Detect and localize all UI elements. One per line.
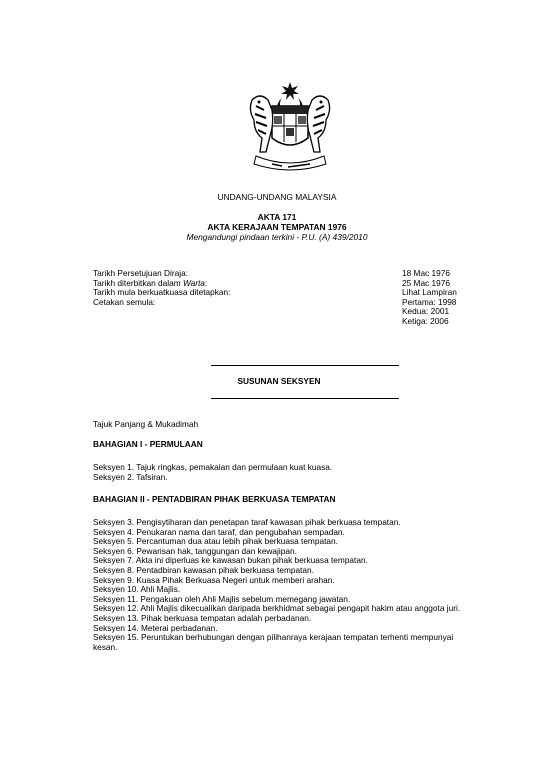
- section-item[interactable]: Seksyen 1. Tajuk ringkas, pemakaian dan permulaan kuat kuasa.: [93, 462, 333, 472]
- contents-heading: SUSUNAN SEKSYEN: [237, 376, 321, 386]
- bottom-divider: [211, 398, 399, 399]
- details-values: [402, 269, 457, 327]
- part2-section-list: [93, 518, 460, 652]
- section-item[interactable]: Seksyen 11. Pengakuan oleh Ahli Majlis sebelum memegang jawatan.: [93, 593, 351, 604]
- section-item-continuation[interactable]: kesan.: [93, 641, 118, 652]
- act-number: AKTA 171: [257, 212, 297, 222]
- gazette-date-label-text: Tarikh diterbitkan dalam: [93, 277, 183, 288]
- part1-heading: BAHAGIAN I - PERMULAAN: [93, 439, 203, 449]
- commencement-value: Lihat Lampiran: [402, 287, 457, 298]
- section-item[interactable]: Seksyen 14. Meterai perbadanan.: [93, 622, 218, 633]
- section-item[interactable]: Seksyen 13. Pihak berkuasa tempatan adalah perbadanan.: [93, 612, 312, 623]
- part1-section-list: [93, 463, 332, 482]
- section-item[interactable]: Seksyen 8. Pentadbiran kawasan pihak berkuasa tempatan.: [93, 564, 314, 575]
- top-divider: [211, 365, 399, 366]
- section-item[interactable]: Seksyen 5. Percantuman dua atau lebih pihak berkuasa tempatan.: [93, 536, 338, 547]
- malaysia-coat-of-arms-icon: [242, 80, 338, 174]
- warta-word: Warta: [182, 277, 205, 288]
- long-title-link[interactable]: Tajuk Panjang & Mukadimah: [93, 419, 199, 429]
- part2-heading: BAHAGIAN II - PENTADBIRAN PIHAK BERKUASA TEMPATAN: [93, 494, 336, 504]
- coat-of-arms-emblem: [242, 80, 338, 174]
- details-labels: [93, 269, 230, 307]
- section-item[interactable]: Seksyen 7. Akta ini diperluas ke kawasan bukan pihak berkuasa tempatan.: [93, 555, 368, 566]
- act-name: AKTA KERAJAAN TEMPATAN 1976: [207, 222, 347, 232]
- reprint-second-value: Kedua: 2001: [402, 306, 450, 317]
- section-item[interactable]: Seksyen 3. Pengisytiharan dan penetapan taraf kawasan pihak berkuasa tempatan.: [93, 517, 401, 527]
- amendment-note: Mengandungi pindaan terkini - P.U. (A) 439/2010: [186, 232, 368, 242]
- section-item[interactable]: Seksyen 4. Penukaran nama dan taraf, dan pengubahan sempadan.: [93, 526, 345, 537]
- country-title: UNDANG-UNDANG MALAYSIA: [217, 192, 337, 202]
- commencement-label: Tarikh mula berkuatkuasa ditetapkan:: [93, 287, 231, 298]
- section-item[interactable]: Seksyen 2. Tafsiran.: [93, 471, 168, 482]
- section-item[interactable]: Seksyen 10. Ahli Majlis.: [93, 584, 181, 595]
- warta-colon: :: [204, 277, 208, 288]
- section-item[interactable]: Seksyen 15. Peruntukan berhubungan dengan pilihanraya kerajaan tempatan terhenti mempunyai: [93, 632, 454, 643]
- royal-assent-label: Tarikh Persetujuan Diraja:: [93, 268, 188, 278]
- section-item[interactable]: Seksyen 6. Pewarisan hak, tanggungan dan kewajipan.: [93, 545, 297, 556]
- royal-assent-value: 18 Mac 1976: [402, 268, 450, 278]
- gazette-date-value: 25 Mac 1976: [402, 277, 450, 288]
- reprint-label: Cetakan semula:: [93, 296, 156, 307]
- section-item[interactable]: Seksyen 12. Ahli Majlis dikecualikan daripada berkhidmat sebagai pengapit hakim atau anggota juri.: [93, 603, 461, 614]
- reprint-first-value: Pertama: 1998: [402, 296, 457, 307]
- section-item[interactable]: Seksyen 9. Kuasa Pihak Berkuasa Negeri untuk memberi arahan.: [93, 574, 335, 585]
- reprint-third-value: Ketiga: 2006: [402, 315, 449, 326]
